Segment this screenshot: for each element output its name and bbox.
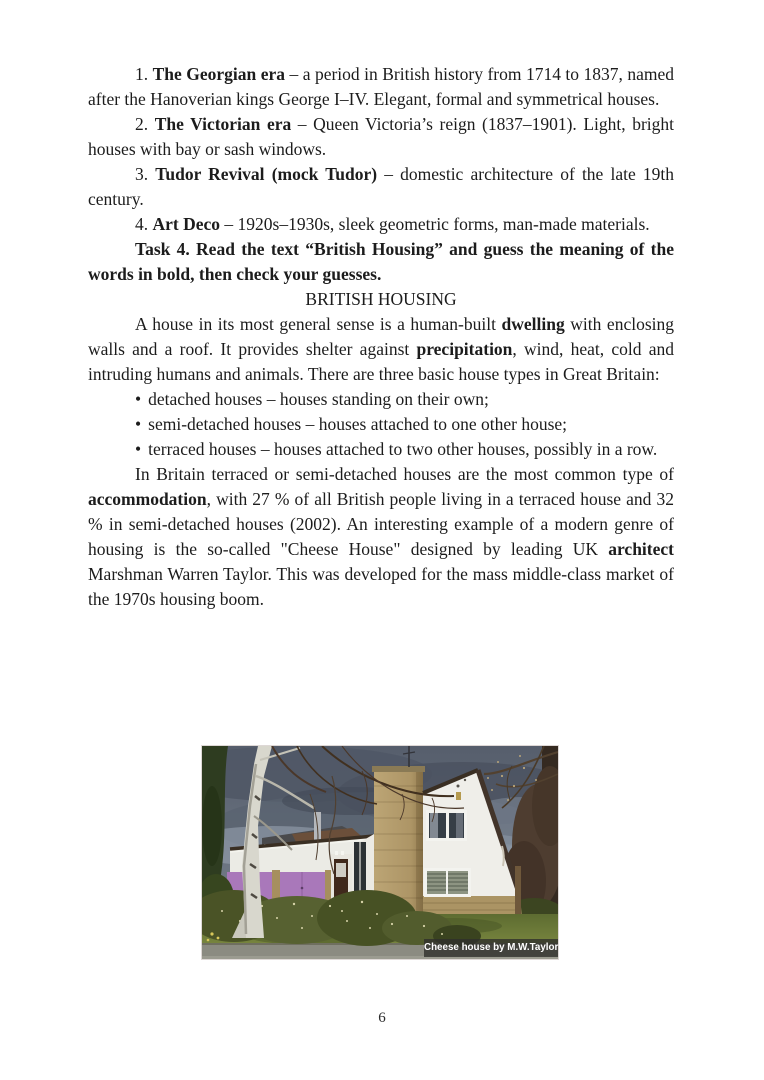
- text-column: [88, 62, 674, 612]
- task-instruction: Task 4. Read the text “British Housing” and guess the meaning of the words in bold, then check your guesses.: [88, 239, 674, 284]
- daffodils: [210, 932, 213, 935]
- bullet-text: semi-detached houses – houses attached to one other house;: [148, 414, 568, 434]
- list-item-tudor: 3. Tudor Revival (mock Tudor) – domestic architecture of the late 19th century.: [88, 164, 674, 209]
- page-number: 6: [378, 1010, 386, 1026]
- cheese-house-illustration: [202, 746, 558, 959]
- bullet-terraced: [88, 437, 674, 462]
- cheese-house-photo: [201, 745, 559, 960]
- bullet-text: detached houses – houses standing on their own;: [148, 389, 489, 409]
- bullet-marker: •: [135, 389, 142, 409]
- intro-paragraph: A house in its most general sense is a human-built dwelling with enclosing walls and a roof. It provides shelter against precipitation, wind, heat, cold and intruding humans and animals. There are three basic house types in Great Britain:: [88, 314, 675, 384]
- list-item-artdeco: 4. Art Deco – 1920s–1930s, sleek geometric forms, man-made materials.: [135, 214, 650, 234]
- body-paragraph: In Britain terraced or semi-detached houses are the most common type of accommodation, with 27 % of all British people living in a terraced house and 32 % in semi-detached houses (2002). An interesting example of a modern genre of housing is the so-called "Cheese House" designed by leading UK architect Marshman Warren Taylor. This was developed for the mass middle-class market of the 1970s housing boom.: [88, 464, 674, 609]
- bullet-semi-detached: [88, 412, 674, 437]
- wall-vent: [456, 792, 461, 800]
- bullet-marker: •: [135, 414, 142, 434]
- bullet-detached: [88, 387, 674, 412]
- photo-caption: Cheese house by M.W.Taylor: [424, 939, 558, 957]
- lower-window: [424, 868, 471, 897]
- list-item-victorian: 2. The Victorian era – Queen Victoria’s reign (1837–1901). Light, bright houses with bay or sash windows.: [88, 114, 675, 159]
- chimney-cap: [372, 766, 425, 772]
- garden-post: [515, 866, 521, 920]
- upper-window: [426, 810, 467, 841]
- section-heading: BRITISH HOUSING: [305, 289, 457, 309]
- bullet-text: terraced houses – houses attached to two other houses, possibly in a row.: [148, 439, 658, 459]
- bullet-marker: •: [135, 439, 142, 459]
- list-item-georgian: 1. The Georgian era – a period in British history from 1714 to 1837, named after the Hanoverian kings George I–IV. Elegant, formal and symmetrical houses.: [88, 64, 675, 109]
